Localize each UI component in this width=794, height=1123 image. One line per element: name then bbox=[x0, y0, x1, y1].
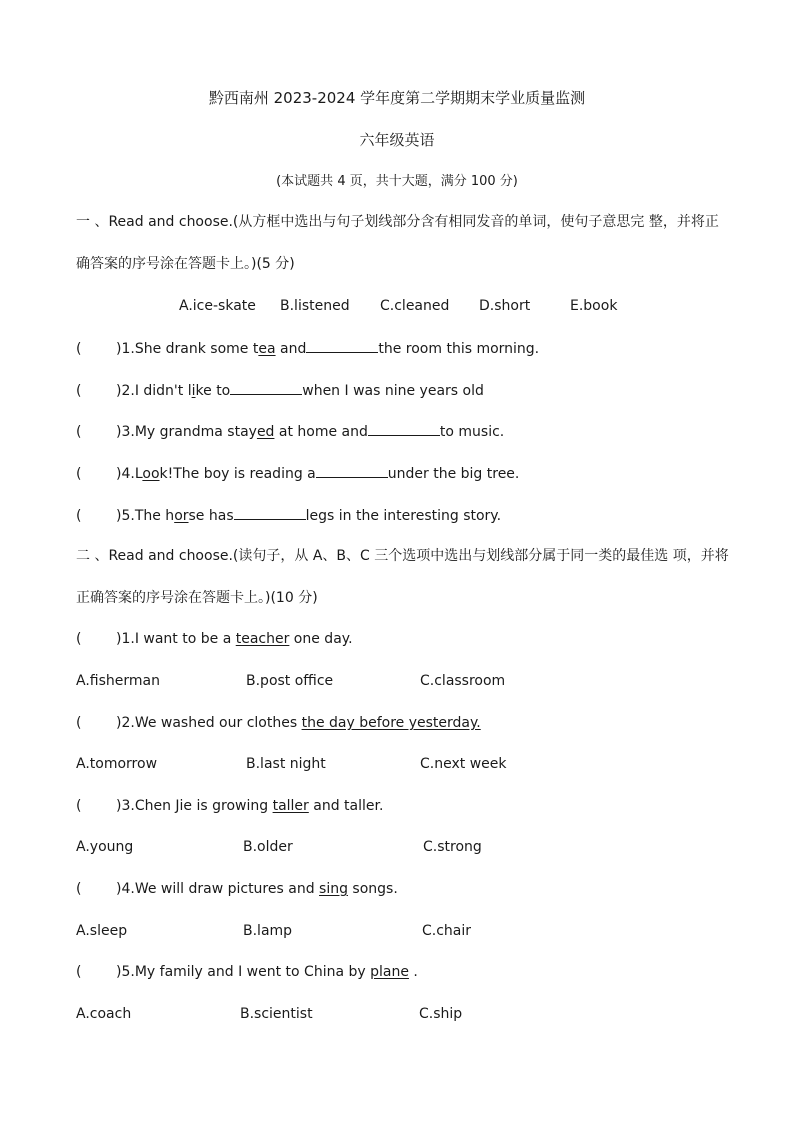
answer-blank[interactable] bbox=[306, 338, 378, 353]
answer-paren[interactable]: ( bbox=[76, 383, 82, 399]
s2-q4-option-b[interactable]: B.lamp bbox=[243, 923, 293, 939]
option-e: E.book bbox=[570, 298, 618, 314]
answer-paren[interactable]: ( bbox=[76, 508, 82, 524]
answer-paren[interactable]: ( bbox=[76, 964, 82, 980]
s2-question-5: ( )5.My family and I went to China by plane . bbox=[76, 964, 418, 980]
answer-blank[interactable] bbox=[234, 505, 306, 520]
s1-question-5: ( )5.The horse has legs in the interesting story. bbox=[76, 505, 501, 526]
s2-question-1: ( )1.I want to be a teacher one day. bbox=[76, 631, 353, 647]
answer-blank[interactable] bbox=[368, 421, 440, 436]
s1-question-3: ( )3.My grandma stayed at home and to music. bbox=[76, 421, 504, 442]
s1-question-2: ( )2.I didn't like to when I was nine years old bbox=[76, 380, 484, 401]
answer-paren[interactable]: ( bbox=[76, 466, 82, 482]
option-d: D.short bbox=[479, 298, 531, 314]
s2-q2-option-a[interactable]: A.tomorrow bbox=[76, 756, 158, 772]
answer-blank[interactable] bbox=[230, 380, 302, 395]
s2-question-4: ( )4.We will draw pictures and sing songs. bbox=[76, 881, 398, 897]
exam-subtitle: 六年级英语 bbox=[359, 131, 435, 149]
answer-paren[interactable]: ( bbox=[76, 424, 82, 440]
s2-q1-option-a[interactable]: A.fisherman bbox=[76, 673, 160, 689]
exam-title: 黔西南州 2023-2024 学年度第二学期期末学业质量监测 bbox=[208, 89, 586, 107]
answer-paren[interactable]: ( bbox=[76, 715, 82, 731]
s2-q3-option-c[interactable]: C.strong bbox=[423, 839, 482, 855]
option-c: C.cleaned bbox=[380, 298, 450, 314]
s2-question-2: ( )2.We washed our clothes the day before yesterday. bbox=[76, 715, 481, 731]
section1-instruction-line1: 一 、Read and choose.(从方框中选出与句子划线部分含有相同发音的单词，使句子意思完 整，并将正 bbox=[76, 214, 719, 230]
s2-q2-option-c[interactable]: C.next week bbox=[420, 756, 507, 772]
s2-q1-option-c[interactable]: C.classroom bbox=[420, 673, 506, 689]
s2-q4-option-c[interactable]: C.chair bbox=[422, 923, 472, 939]
s1-question-4: ( )4.Look!The boy is reading a under the big tree. bbox=[76, 463, 519, 484]
s2-question-3: ( )3.Chen Jie is growing taller and taller. bbox=[76, 798, 384, 814]
section1-instruction-line2: 确答案的序号涂在答题卡上。)(5 分) bbox=[76, 256, 295, 272]
option-b: B.listened bbox=[280, 298, 350, 314]
s2-q3-option-b[interactable]: B.older bbox=[243, 839, 293, 855]
s2-q5-option-c[interactable]: C.ship bbox=[419, 1006, 463, 1022]
option-a: A.ice-skate bbox=[179, 298, 256, 314]
exam-note: (本试题共 4 页，共十大题，满分 100 分) bbox=[276, 174, 518, 189]
s1-question-1: ( )1.She drank some tea and the room this morning. bbox=[76, 338, 539, 359]
answer-paren[interactable]: ( bbox=[76, 631, 82, 647]
s2-q2-option-b[interactable]: B.last night bbox=[246, 756, 326, 772]
s2-q5-option-b[interactable]: B.scientist bbox=[240, 1006, 313, 1022]
answer-blank[interactable] bbox=[316, 463, 388, 478]
s2-q4-option-a[interactable]: A.sleep bbox=[76, 923, 128, 939]
answer-paren[interactable]: ( bbox=[76, 798, 82, 814]
s2-q3-option-a[interactable]: A.young bbox=[76, 839, 134, 855]
s2-q5-option-a[interactable]: A.coach bbox=[76, 1006, 132, 1022]
section2-instruction-line1: 二 、Read and choose.(读句子，从 A、B、C 三个选项中选出与划线部分属于同一类的最佳选 项，并将 bbox=[76, 548, 729, 564]
answer-paren[interactable]: ( bbox=[76, 881, 82, 897]
answer-paren[interactable]: ( bbox=[76, 341, 82, 357]
s2-q1-option-b[interactable]: B.post office bbox=[246, 673, 334, 689]
section2-instruction-line2: 正确答案的序号涂在答题卡上。)(10 分) bbox=[76, 590, 318, 606]
